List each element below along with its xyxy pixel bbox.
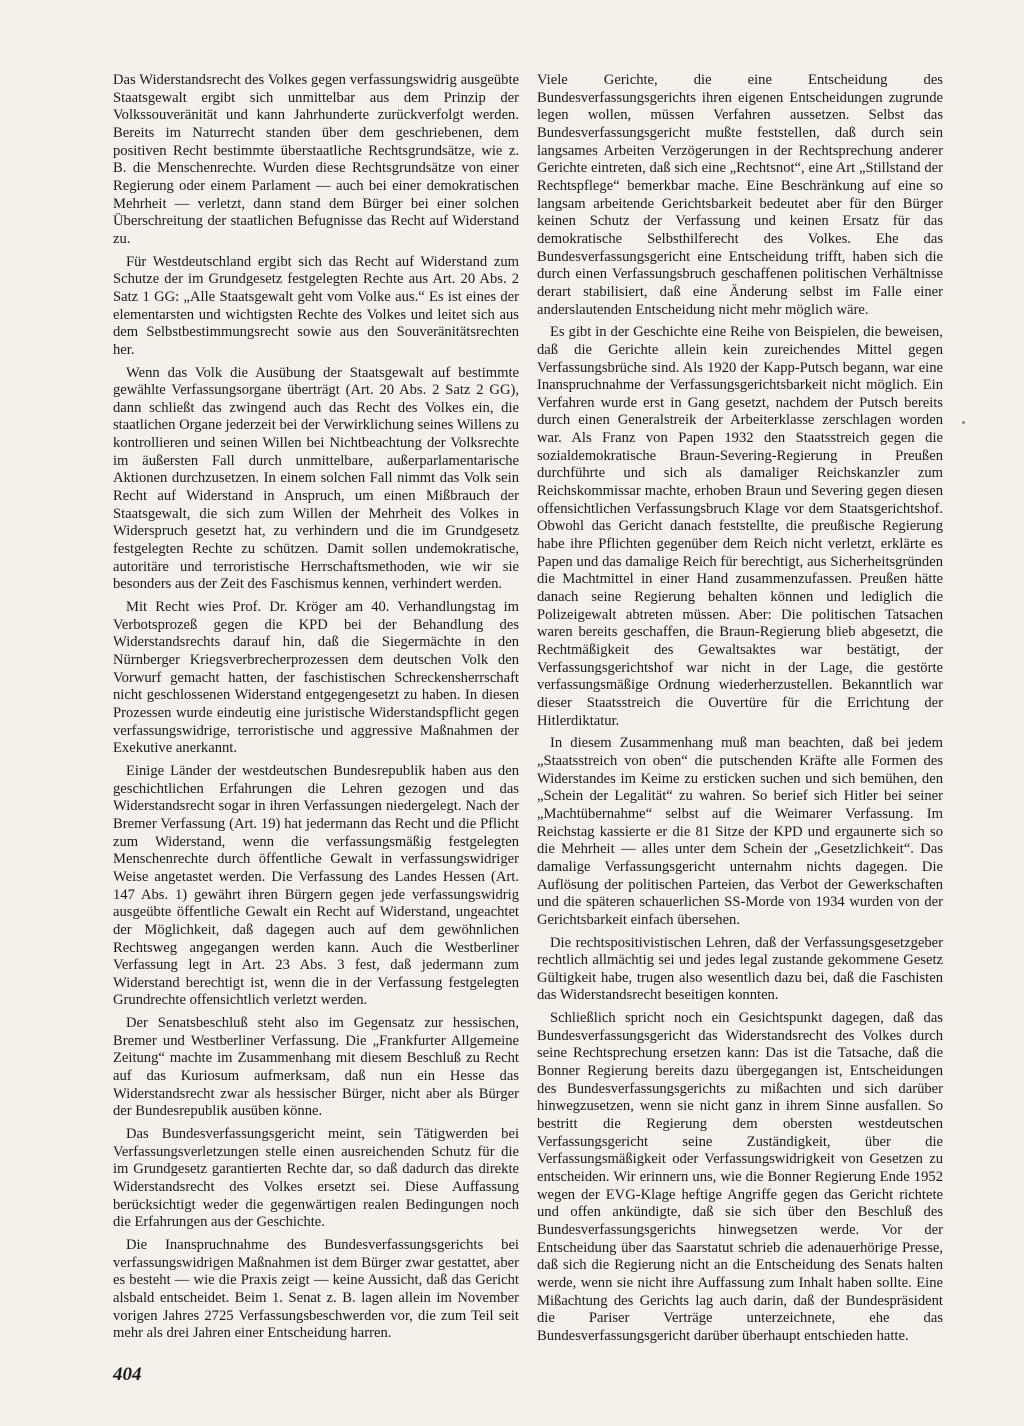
right-text-column — [537, 72, 943, 1351]
paragraph: In diesem Zusammenhang muß man beachten, daß bei jedem „Staatsstreich von oben“ die putschenden Kräfte alle Formen des Widerstandes im Keime zu ersticken suchen und sich bemühen, den „Schein der Legalität“ zu wahren. So berief sich Hitler bei seiner „Machtübernahme“ selbst auf die Weimarer Verfassung. Im Reichstag kassierte er die 81 Sitze der KPD und ergaunerte sich so die Mehrheit — alles unter dem Schein der „Gesetzlichkeit“. Das damalige Verfassungsgericht unternahm nichts dagegen. Die Auflösung der politischen Parteien, das Verbot der Gewerkschaften und die späteren schauerlichen SS-Morde von 1934 wurden von der Gerichtsbarkeit einfach übersehen. — [537, 735, 943, 928]
paragraph: Schließlich spricht noch ein Gesichtspunkt dagegen, daß das Bundesverfassungsgericht das Widerstandsrecht des Volkes durch seine Rechtsprechung ersetzen kann: Das ist die Tatsache, daß die Bonner Regierung bereits dazu übergegangen ist, Entscheidungen des Bundesverfassungsgerichts zu mißachten und sich darüber hinwegzusetzen, wenn sie nicht ganz in ihrem Sinne ausfallen. So bestritt die Regierung dem obersten westdeutschen Verfassungsgericht seine Zuständigkeit, über die Verfassungsmäßigkeit oder Verfassungswidrigkeit von Gesetzen zu entscheiden. Wir erinnern uns, wie die Bonner Regierung Ende 1952 wegen der EVG-Klage heftige Angriffe gegen das Gericht richtete und offen ankündigte, daß sie sich über den Beschluß des Bundesverfassungsgerichts hinwegsetzen werde. Vor der Entscheidung über das Saarstatut schrieb die adenauerhörige Presse, daß sich die Regierung nicht an die Entscheidung des Senats halten werde, wenn sie nicht ihre Auffassung zum Inhalt haben sollte. Eine Mißachtung des Gerichts lag auch darin, daß der Bundespräsident die Pariser Verträge unterzeichnete, ehe das Bundesverfassungsgericht darüber überhaupt entschieden hatte. — [537, 1010, 943, 1344]
paragraph: Das Widerstandsrecht des Volkes gegen verfassungswidrig ausgeübte Staatsgewalt ergibt sich unmittelbar aus dem Prinzip der Volkssouveränität und kann Jahrhunderte zurückverfolgt werden. Bereits im Naturrecht standen über dem geschriebenen, dem positiven Recht bestimmte überstaatliche Rechtsgrundsätze, wie z. B. die Menschenrechte. Wurden diese Rechtsgrundsätze von einer Regierung oder einem Parlament — auch bei einer demokratischen Mehrheit — verletzt, dann stand dem Bürger bei einer solchen Überschreitung der staatlichen Befugnisse das Recht auf Widerstand zu. — [113, 72, 519, 247]
paragraph: Die Inanspruchnahme des Bundesverfassungsgerichts bei verfassungswidrigen Maßnahmen ist dem Bürger zwar gestattet, aber es besteht — wie die Praxis zeigt — keine Aussicht, daß das Gericht alsbald entscheidet. Beim 1. Senat z. B. lagen allein im November vorigen Jahres 2725 Verfassungsbeschwerden vor, die zum Teil seit mehr als drei Jahren einer Entscheidung harren. — [113, 1237, 519, 1342]
page-number: 404 — [113, 1364, 142, 1385]
paragraph: Das Bundesverfassungsgericht meint, sein Tätigwerden bei Verfassungsverletzungen stelle einen ausreichenden Schutz für die im Grundgesetz garantierten Rechte dar, so daß dadurch das direkte Widerstandsrecht des Volkes ersetzt sei. Diese Auffassung berücksichtigt weder die gegenwärtigen realen Bedingungen noch die Erfahrungen aus der Geschichte. — [113, 1126, 519, 1231]
paragraph: Der Senatsbeschluß steht also im Gegensatz zur hessischen, Bremer und Westberliner Verfassung. Die „Frankfurter Allgemeine Zeitung“ machte im Zusammenhang mit diesem Beschluß zu Recht auf das Kuriosum aufmerksam, daß nun ein Hesse das Widerstandsrecht zwar als hessischer Bürger, nicht aber als Bürger der Bundesrepublik ausüben könne. — [113, 1015, 519, 1120]
paragraph: Viele Gerichte, die eine Entscheidung des Bundesverfassungsgerichts ihren eigenen Entscheidungen zugrunde legen wollen, müssen Verfahren aussetzen. Selbst das Bundesverfassungsgericht mußte feststellen, daß durch sein langsames Arbeiten Verzögerungen in der Rechtsprechung anderer Gerichte eintreten, daß sich eine „Rechtsnot“, eine Art „Stillstand der Rechtspflege“ bemerkbar mache. Eine Beschränkung auf eine so langsam arbeitende Gerichtsbarkeit bedeutet aber für den Bürger keinen Schutz der Verfassung und keinen Ersatz für das demokratische Selbsthilferecht des Volkes. Ehe das Bundesverfassungsgericht eine Entscheidung trifft, haben sich die durch einen Verfassungsbruch geschaffenen politischen Verhältnisse derart stabilisiert, daß eine Änderung selbst im Falle einer anderslautenden Entscheidung nicht mehr möglich wäre. — [537, 72, 943, 318]
paragraph: Die rechtspositivistischen Lehren, daß der Verfassungsgesetzgeber rechtlich allmächtig sei und jedes legal zustande gekommene Gesetz Gültigkeit habe, trugen also wesentlich dazu bei, daß die Faschisten das Widerstandsrecht beseitigen konnten. — [537, 934, 943, 1004]
print-speck — [962, 421, 965, 424]
left-text-column — [113, 72, 519, 1348]
paragraph: Mit Recht wies Prof. Dr. Kröger am 40. Verhandlungstag im Verbotsprozeß gegen die KPD bei der Behandlung des Widerstandsrechts darauf hin, daß die Siegermächte in den Nürnberger Kriegsverbrecherprozessen dem deutschen Volk den Vorwurf gemacht hatten, der faschistischen Schreckensherrschaft nicht geschlossenen Widerstand entgegengesetzt zu haben. In diesen Prozessen wurde eindeutig eine juristische Widerstandspflicht gegen verfassungswidrige, terroristische und aggressive Maßnahmen der Exekutive anerkannt. — [113, 599, 519, 757]
paragraph: Einige Länder der westdeutschen Bundesrepublik haben aus den geschichtlichen Erfahrungen die Lehren gezogen und das Widerstandsrecht sogar in ihren Verfassungen niedergelegt. Nach der Bremer Verfassung (Art. 19) hat jedermann das Recht und die Pflicht zum Widerstand, wenn die verfassungsmäßig festgelegten Menschenrechte durch öffentliche Gewalt in verfassungswidriger Weise angetastet werden. Die Verfassung des Landes Hessen (Art. 147 Abs. 1) gewährt ihren Bürgern gegen jede verfassungswidrig ausgeübte öffentliche Gewalt ein Recht auf Widerstand, ungeachtet der Möglichkeit, daß dagegen auch auf dem gewöhnlichen Rechtsweg angegangen werden kann. Auch die Westberliner Verfassung legt in Art. 23 Abs. 3 fest, daß jedermann zum Widerstand berechtigt ist, wenn die in der Verfassung festgelegten Grundrechte offensichtlich verletzt werden. — [113, 762, 519, 1009]
paragraph: Für Westdeutschland ergibt sich das Recht auf Widerstand zum Schutze der im Grundgesetz festgelegten Rechte aus Art. 20 Abs. 2 Satz 1 GG: „Alle Staatsgewalt geht vom Volke aus.“ Es ist eines der elementarsten und wichtigsten Rechte des Volkes und leitet sich aus dem Selbstbestimmungsrecht sowie aus den Souveränitätsrechten her. — [113, 253, 519, 358]
paragraph: Es gibt in der Geschichte eine Reihe von Beispielen, die beweisen, daß die Gerichte allein kein zureichendes Mittel gegen Verfassungsbrüche sind. Als 1920 der Kapp-Putsch begann, war eine Inanspruchnahme der Verfassungsgerichtsbarkeit nicht möglich. Ein Verfahren wurde erst in Gang gesetzt, nachdem der Putsch bereits durch einen Generalstreik der Arbeiterklasse zerschlagen worden war. Als Franz von Papen 1932 den Staatsstreich gegen die sozialdemokratische Braun-Severing-Regierung in Preußen durchführte und sich als damaliger Reichskanzler zum Reichskommissar machte, erhoben Braun und Severing gegen diesen offensichtlichen Verfassungsbruch Klage vor dem Staatsgerichtshof. Obwohl das Gericht danach feststellte, die preußische Regierung habe ihre Pflichten gegenüber dem Reich nicht verletzt, erklärte es Papen und das damalige Reich für berechtigt, aus Sicherheitsgründen die Machtmittel in einer Hand zusammenzufassen. Preußen hätte danach seine Regierung behalten können und lediglich die Polizeigewalt abtreten müssen. Aber: Die politischen Tatsachen waren bereits geschaffen, die Braun-Regierung blieb abgesetzt, die Rechtmäßigkeit des Gewaltsaktes war bestätigt, der Verfassungsgerichtshof war nicht in der Lage, die gestörte verfassungsmäßige Ordnung wiederherzustellen. Bekanntlich war dieser Staatsstreich die Ouvertüre für die Errichtung der Hitlerdiktatur. — [537, 324, 943, 729]
paragraph: Wenn das Volk die Ausübung der Staatsgewalt auf bestimmte gewählte Verfassungsorgane überträgt (Art. 20 Abs. 2 Satz 2 GG), dann schließt das zwingend auch das Recht des Volkes ein, die staatlichen Organe jederzeit bei der Verwirklichung seines Willens zu kontrollieren und seinen Willen bei Nichtbeachtung der Volksrechte im äußersten Fall durch unmittelbare, außerparlamentarische Aktionen durchzusetzen. In einem solchen Fall nimmt das Volk sein Recht auf Widerstand in Anspruch, um einen Mißbrauch der Staatsgewalt, die sich zum Willen der Mehrheit des Volkes in Widerspruch gesetzt hat, zu verhindern und die im Grundgesetz festgelegten Rechte zu schützen. Damit sollen undemokratische, autoritäre und terroristische Herrschaftsmethoden, wie wir sie besonders aus der Zeit des Faschismus kennen, verhindert werden. — [113, 364, 519, 593]
